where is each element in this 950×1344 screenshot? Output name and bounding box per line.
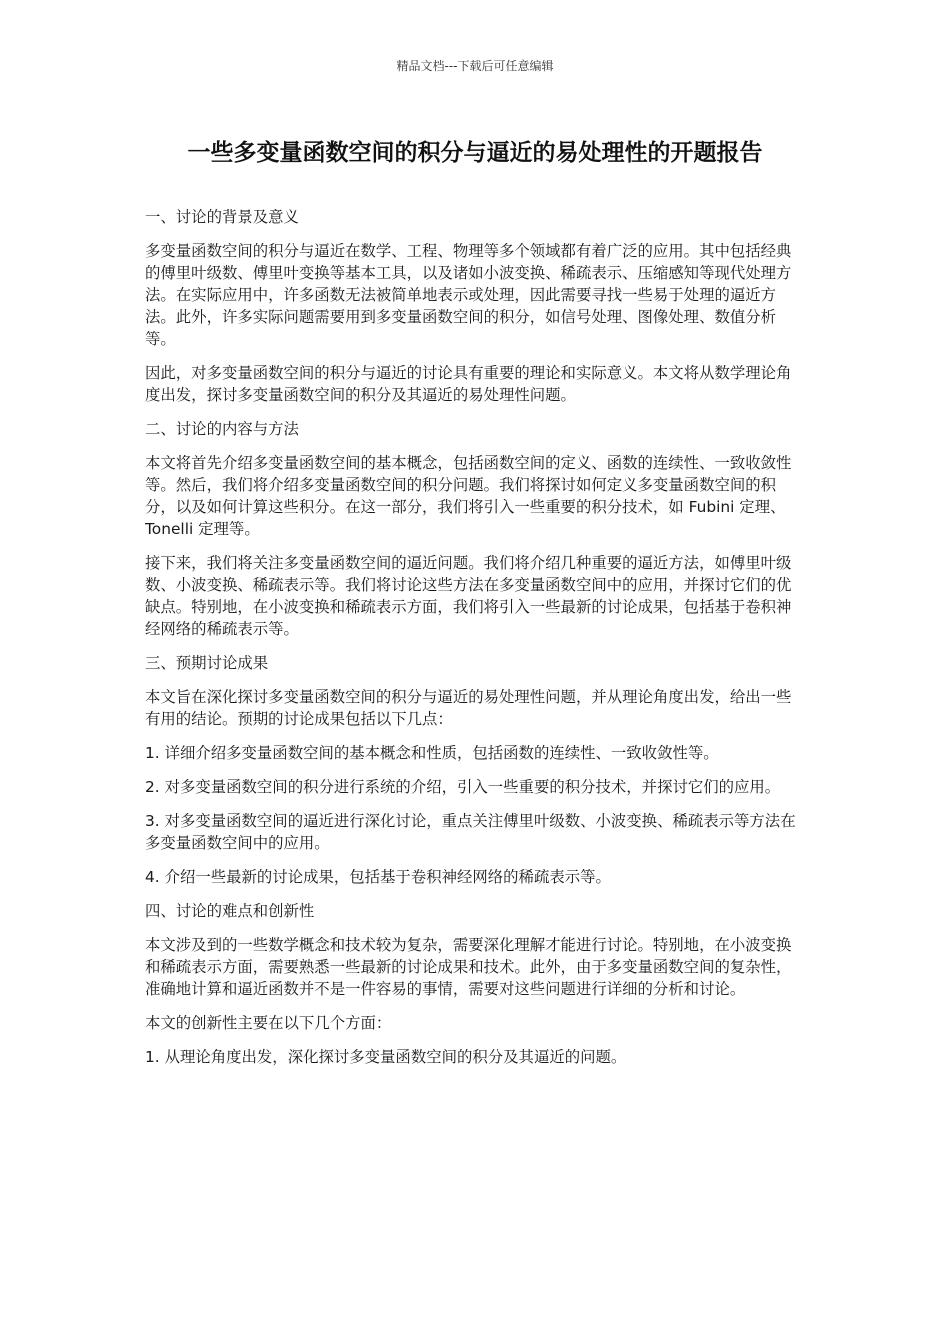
paragraph: 因此，对多变量函数空间的积分与逼近的讨论具有重要的理论和实际意义。本文将从数学理论角度出发，探讨多变量函数空间的积分及其逼近的易处理性问题。 [145, 364, 792, 404]
document-body [145, 206, 805, 1080]
section-heading-background: 一、讨论的背景及意义 [145, 208, 299, 226]
paragraph: 接下来，我们将关注多变量函数空间的逼近问题。我们将介绍几种重要的逼近方法，如傅里叶级数、小波变换、稀疏表示等。我们将讨论这些方法在多变量函数空间中的应用，并探讨它们的优缺点。特别地，在小波变换和稀疏表示方面，我们将引入一些最新的讨论成果，包括基于卷积神经网络的稀疏表示等。 [145, 554, 792, 638]
paragraph: 本文旨在深化探讨多变量函数空间的积分与逼近的易处理性问题，并从理论角度出发，给出一些有用的结论。预期的讨论成果包括以下几点： [145, 688, 792, 728]
running-header: 精品文档---下载后可任意编辑 [396, 59, 554, 73]
list-item: 3. 对多变量函数空间的逼近进行深化讨论，重点关注傅里叶级数、小波变换、稀疏表示等方法在多变量函数空间中的应用。 [145, 812, 796, 852]
section-heading-difficulties-innovation: 四、讨论的难点和创新性 [145, 902, 315, 920]
paragraph: 本文的创新性主要在以下几个方面： [145, 1014, 392, 1032]
list-item: 2. 对多变量函数空间的积分进行系统的介绍，引入一些重要的积分技术，并探讨它们的应用。 [145, 778, 781, 796]
section-heading-expected-results: 三、预期讨论成果 [145, 654, 269, 672]
list-item: 4. 介绍一些最新的讨论成果，包括基于卷积神经网络的稀疏表示等。 [145, 868, 611, 886]
paragraph: 本文将首先介绍多变量函数空间的基本概念，包括函数空间的定义、函数的连续性、一致收敛性等。然后，我们将介绍多变量函数空间的积分问题。我们将探讨如何定义多变量函数空间的积分，以及如何计算这些积分。在这一部分，我们将引入一些重要的积分技术，如 Fubini 定理、Tonelli 定理等。 [145, 454, 792, 538]
paragraph: 多变量函数空间的积分与逼近在数学、工程、物理等多个领域都有着广泛的应用。其中包括经典的傅里叶级数、傅里叶变换等基本工具，以及诸如小波变换、稀疏表示、压缩感知等现代处理方法。在实际应用中，许多函数无法被简单地表示或处理，因此需要寻找一些易于处理的逼近方法。此外，许多实际问题需要用到多变量函数空间的积分，如信号处理、图像处理、数值分析等。 [145, 242, 792, 348]
list-item: 1. 详细介绍多变量函数空间的基本概念和性质，包括函数的连续性、一致收敛性等。 [145, 744, 719, 762]
document-title: 一些多变量函数空间的积分与逼近的易处理性的开题报告 [187, 140, 763, 166]
section-heading-content-methods: 二、讨论的内容与方法 [145, 420, 299, 438]
list-item: 1. 从理论角度出发，深化探讨多变量函数空间的积分及其逼近的问题。 [145, 1048, 627, 1066]
paragraph: 本文涉及到的一些数学概念和技术较为复杂，需要深化理解才能进行讨论。特别地，在小波变换和稀疏表示方面，需要熟悉一些最新的讨论成果和技术。此外，由于多变量函数空间的复杂性，准确地计算和逼近函数并不是一件容易的事情，需要对这些问题进行详细的分析和讨论。 [145, 936, 792, 998]
